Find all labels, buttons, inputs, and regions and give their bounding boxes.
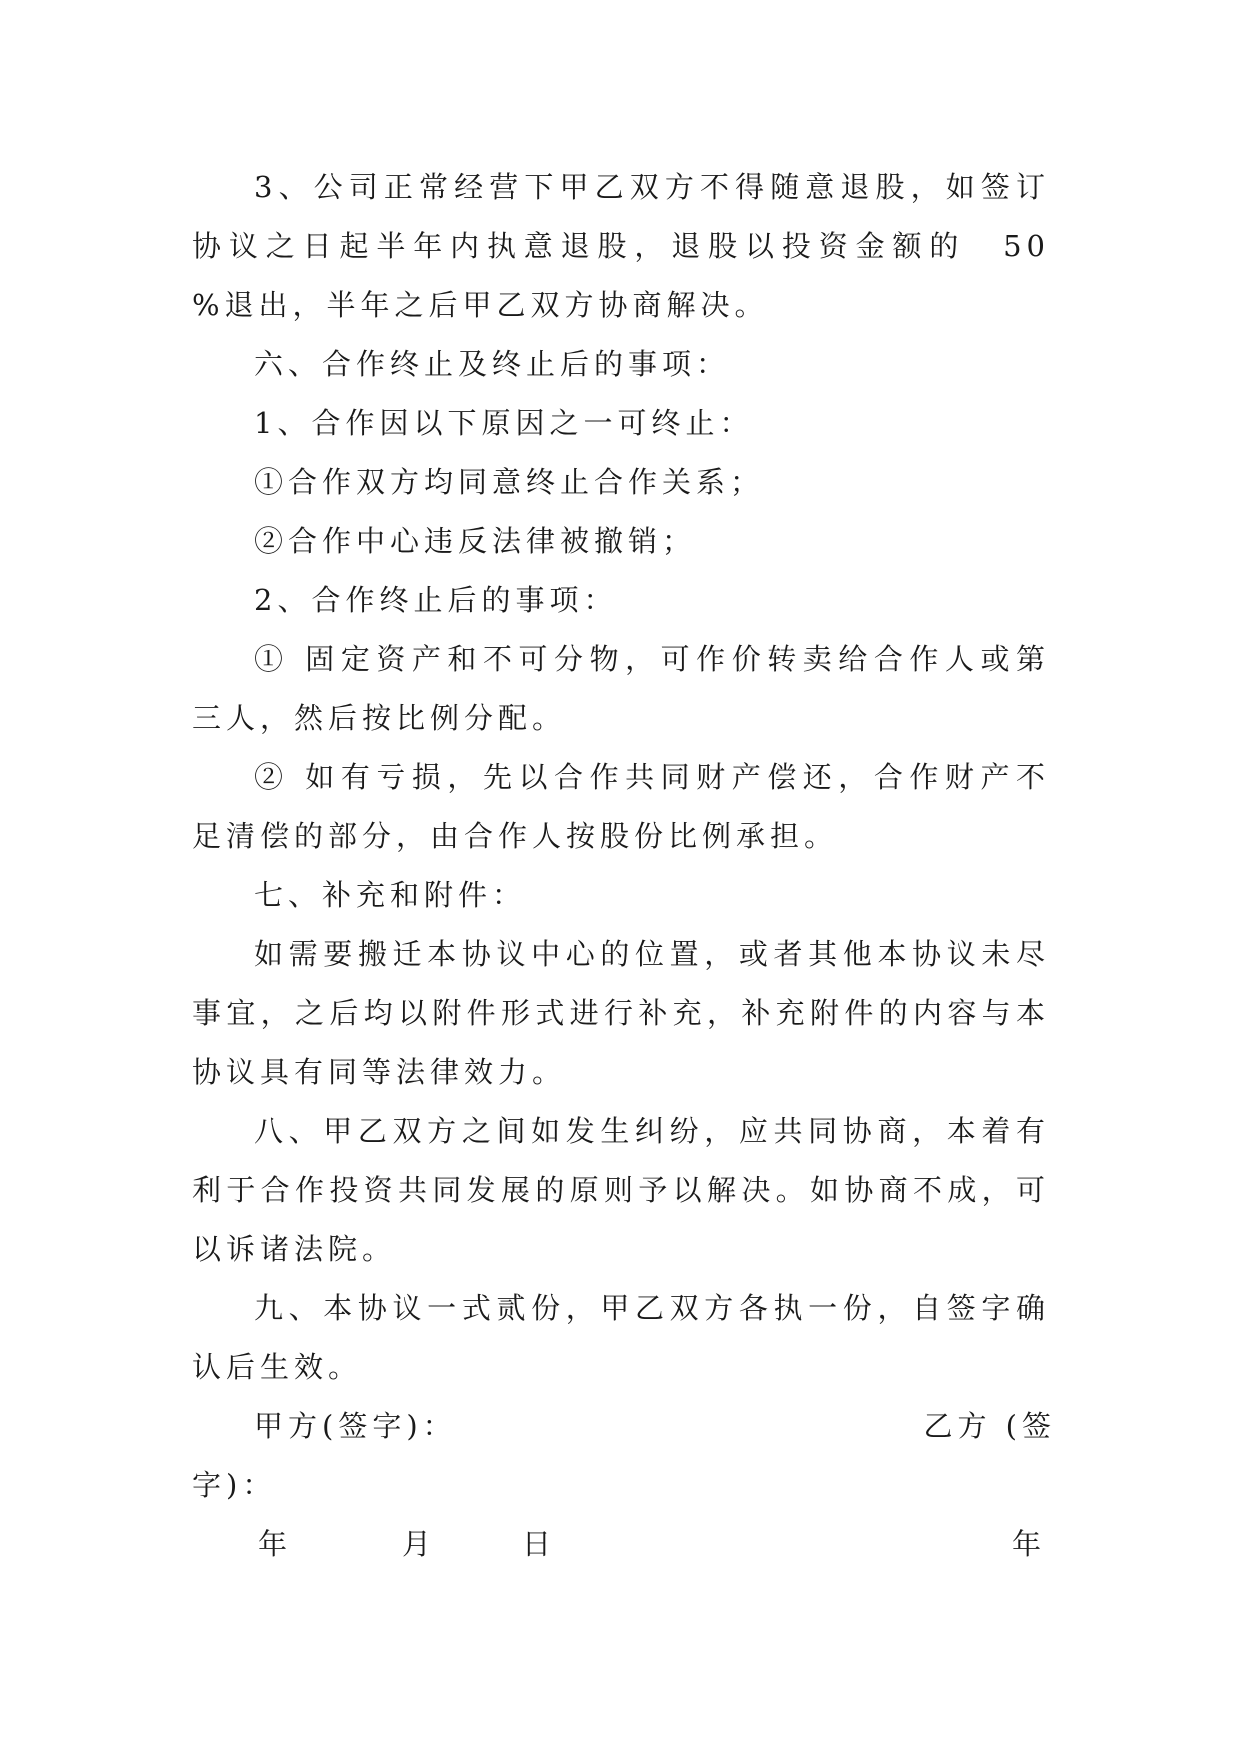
clause-6-1: 1、合作因以下原因之一可终止： — [254, 406, 754, 440]
party-a-signature-label: 甲方(签字)： — [254, 1409, 457, 1443]
clause-6-1-item-1: ①合作双方均同意终止合作关系； — [254, 465, 765, 499]
clause-6-2: 2、合作终止后的事项： — [254, 583, 618, 617]
party-a-month-label: 月 — [402, 1527, 437, 1561]
clause-7-text: 如需要搬迁本协议中心的位置，或者其他本协议未尽事宜，之后均以附件形式进行补充，补充附件的内容与本协议具有同等法律效力。 — [192, 937, 1050, 1089]
date-row — [192, 1515, 1050, 1574]
clause-6-2-item-1: ① 固定资产和不可分物，可作价转卖给合作人或第三人，然后按比例分配。 — [192, 642, 1050, 735]
clause-3-withdrawal: 3、公司正常经营下甲乙双方不得随意退股，如签订协议之日起半年内执意退股，退股以投资金额的 50 %退出，半年之后甲乙双方协商解决。 — [192, 170, 1085, 322]
signature-row — [192, 1397, 1056, 1456]
section-6-heading: 六、合作终止及终止后的事项： — [254, 347, 731, 381]
document-body — [192, 158, 1085, 1574]
party-a-day-label: 日 — [522, 1527, 557, 1561]
party-a-year-label: 年 — [258, 1527, 293, 1561]
section-8-dispute: 八、甲乙双方之间如发生纠纷，应共同协商，本着有利于合作投资共同发展的原则予以解决。如协商不成，可以诉诸法院。 — [192, 1114, 1050, 1266]
signature-row-continued — [192, 1456, 1050, 1515]
party-b-signature-label-continued: 字)： — [192, 1468, 277, 1502]
clause-6-2-item-2: ② 如有亏损，先以合作共同财产偿还，合作财产不足清偿的部分，由合作人按股份比例承担。 — [192, 760, 1050, 853]
section-7-heading: 七、补充和附件： — [254, 878, 527, 912]
clause-6-1-item-2: ②合作中心违反法律被撤销； — [254, 524, 697, 558]
party-b-year-label: 年 — [1011, 1527, 1046, 1561]
party-b-signature-label: 乙方 (签 — [923, 1409, 1056, 1443]
section-9-copies: 九、本协议一式贰份，甲乙双方各执一份，自签字确认后生效。 — [192, 1291, 1050, 1384]
